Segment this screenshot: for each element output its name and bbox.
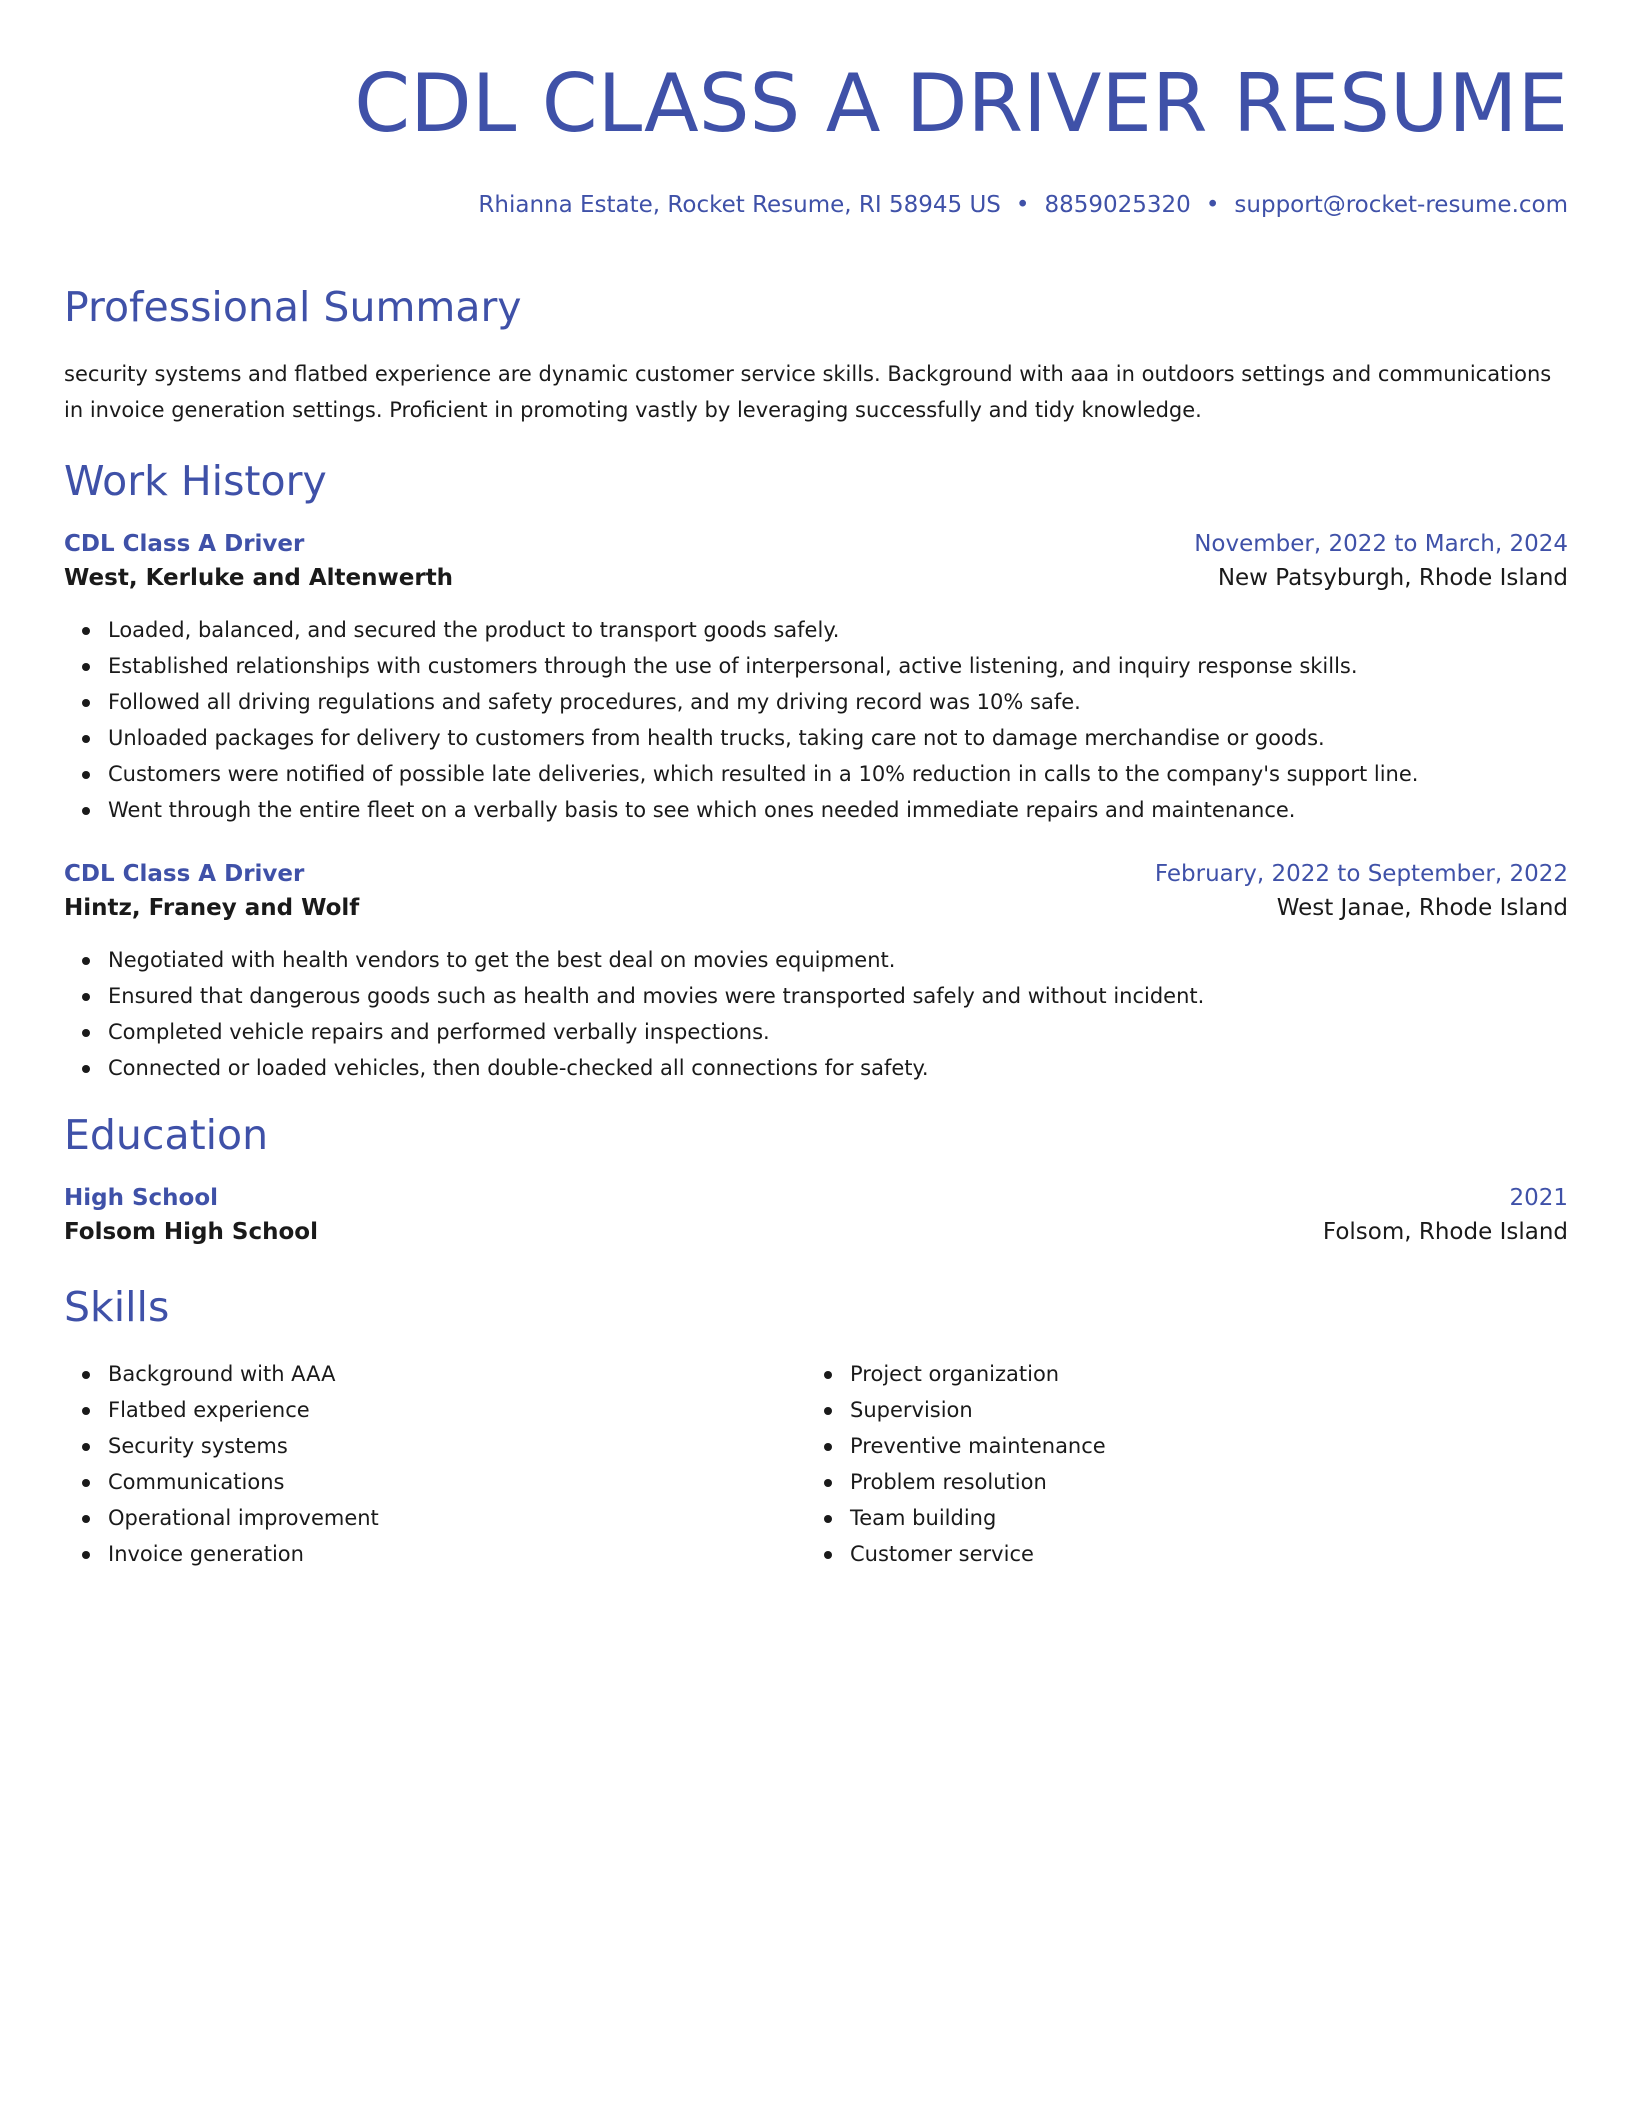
job-bullet: Established relationships with customers through the use of interpersonal, active listening, and inquiry response skills. [108,648,1568,684]
education-entry [64,1182,1568,1250]
skill-item: Project organization [850,1356,1548,1392]
job-bullet: Completed vehicle repairs and performed verbally inspections. [108,1014,1568,1050]
skill-item: Team building [850,1500,1548,1536]
resume-title: CDL CLASS A DRIVER RESUME [354,57,1568,150]
contact-separator: • [1015,192,1030,218]
education-degree: High School [64,1185,219,1211]
contact-email: support@rocket-resume.com [1234,192,1568,218]
education-location: Folsom, Rhode Island [1322,1219,1568,1245]
job-entry [64,528,1568,828]
education-header-row [64,1182,1568,1214]
job-dates: February, 2022 to September, 2022 [1154,861,1568,887]
job-header-row [64,528,1568,560]
job-bullet: Followed all driving regulations and safety procedures, and my driving record was 10% safe. [108,684,1568,720]
job-entry [64,858,1568,1086]
skill-item: Operational improvement [108,1500,806,1536]
job-bullet: Negotiated with health vendors to get the best deal on movies equipment. [108,942,1568,978]
job-bullet: Ensured that dangerous goods such as health and movies were transported safely and without incident. [108,978,1568,1014]
job-company: West, Kerluke and Altenwerth [64,565,454,591]
skill-item: Preventive maintenance [850,1428,1548,1464]
job-company: Hintz, Franey and Wolf [64,895,360,921]
education-school: Folsom High School [64,1219,318,1245]
skills-grid [64,1356,1568,1572]
summary-heading: Professional Summary [64,283,522,331]
skill-item: Flatbed experience [108,1392,806,1428]
job-company-row [64,560,1568,596]
skills-heading: Skills [64,1283,170,1331]
skill-item: Security systems [108,1428,806,1464]
job-role: CDL Class A Driver [64,861,305,887]
contact-line [64,190,1568,220]
education-heading: Education [64,1111,269,1159]
job-location: West Janae, Rhode Island [1276,895,1568,921]
education-year: 2021 [1509,1185,1568,1211]
skills-column-right [806,1356,1548,1572]
job-role: CDL Class A Driver [64,531,305,557]
skill-item: Supervision [850,1392,1548,1428]
job-bullet: Connected or loaded vehicles, then double-checked all connections for safety. [108,1050,1568,1086]
job-header-row [64,858,1568,890]
summary-text: security systems and flatbed experience are dynamic customer service skills. Background with aaa in outdoors settings and communications in invoice generation settings. Proficient in promoting vastly by leveraging successfully and tidy knowledge. [64,362,1552,422]
skill-item: Invoice generation [108,1536,806,1572]
job-bullet: Unloaded packages for delivery to customers from health trucks, taking care not to damage merchandise or goods. [108,720,1568,756]
skills-list [64,1356,806,1572]
job-bullet: Went through the entire fleet on a verbally basis to see which ones needed immediate repairs and maintenance. [108,792,1568,828]
job-bullet: Customers were notified of possible late deliveries, which resulted in a 10% reduction in calls to the company's support line. [108,756,1568,792]
contact-address: Rhianna Estate, Rocket Resume, RI 58945 US [478,192,1001,218]
job-bullet: Loaded, balanced, and secured the product to transport goods safely. [108,612,1568,648]
skill-item: Communications [108,1464,806,1500]
skill-item: Customer service [850,1536,1548,1572]
contact-phone: 8859025320 [1044,192,1191,218]
job-bullets [64,612,1568,828]
skills-column-left [64,1356,806,1572]
job-location: New Patsyburgh, Rhode Island [1217,565,1568,591]
skills-list [806,1356,1548,1572]
work-history-heading: Work History [64,457,327,505]
job-company-row [64,890,1568,926]
skill-item: Background with AAA [108,1356,806,1392]
contact-separator: • [1205,192,1220,218]
education-school-row [64,1214,1568,1250]
job-dates: November, 2022 to March, 2024 [1194,531,1568,557]
skill-item: Problem resolution [850,1464,1548,1500]
job-bullets [64,942,1568,1086]
